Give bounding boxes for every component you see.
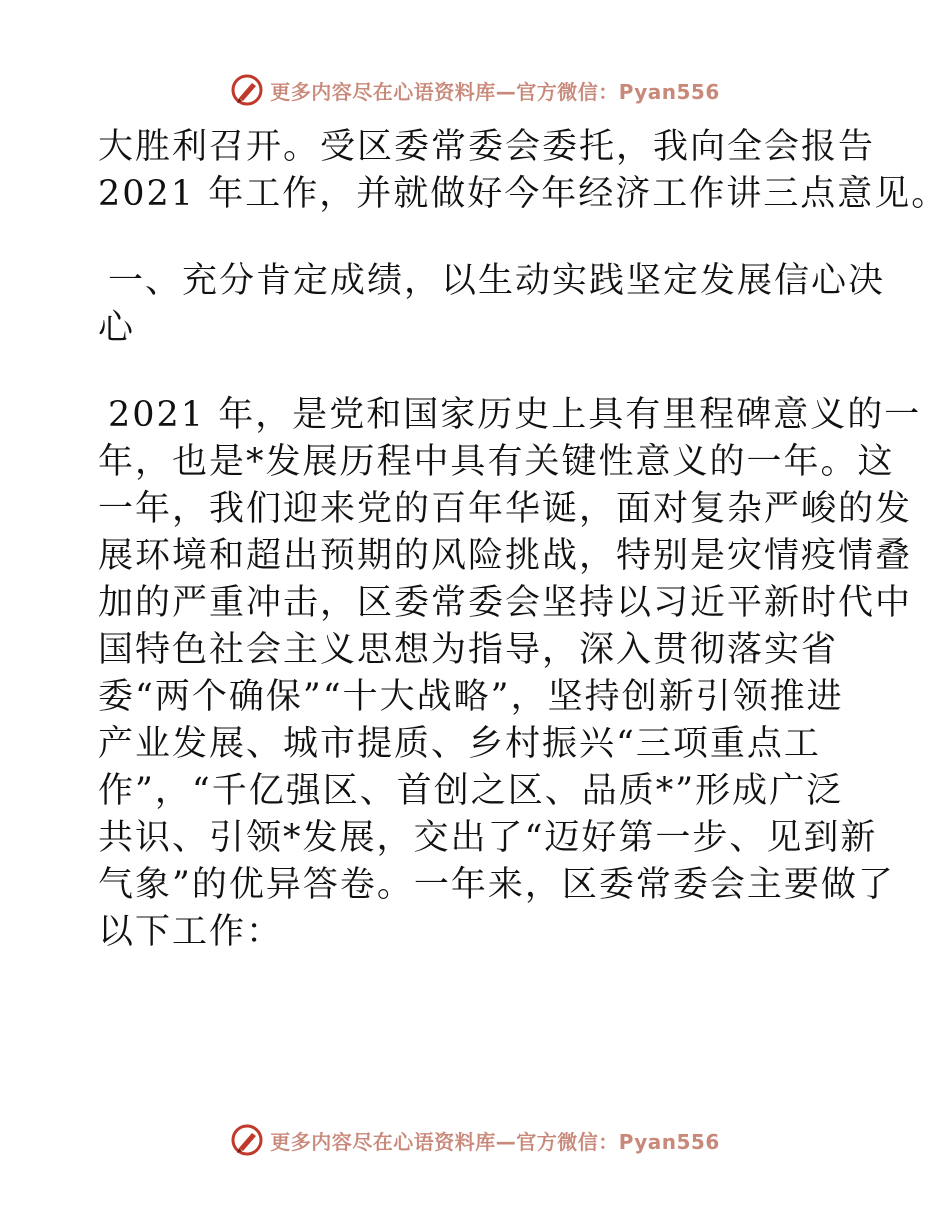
heading-line: 一、充分肯定成绩，以生动实践坚定发展信心决	[108, 261, 886, 301]
document-body	[98, 124, 949, 956]
pen-circle-logo-icon	[230, 1123, 264, 1157]
header-watermark-banner	[0, 70, 950, 110]
text-line: 大胜利召开。受区委常委会委托，我向全会报告	[98, 127, 876, 167]
watermark-text: 更多内容尽在心语资料库—官方微信：Pyan556	[270, 1129, 720, 1154]
text-line: 产业发展、城市提质、乡村振兴“三项重点工	[98, 724, 821, 764]
body-paragraph	[98, 392, 922, 956]
text-line: 展环境和超出预期的风险挑战，特别是灾情疫情叠	[98, 536, 913, 576]
text-line: 加的严重冲击，区委常委会坚持以习近平新时代中	[98, 583, 913, 623]
watermark-text: 更多内容尽在心语资料库—官方微信：Pyan556	[270, 79, 720, 104]
text-line: 以下工作：	[98, 912, 284, 952]
text-line: 2021 年，是党和国家历史上具有里程碑意义的一	[108, 395, 922, 435]
text-line: 委“两个确保”“十大战略”，坚持创新引领推进	[98, 677, 844, 717]
text-line: 一年，我们迎来党的百年华诞，面对复杂严峻的发	[98, 489, 913, 529]
heading-line: 心	[98, 308, 136, 348]
text-line: 国特色社会主义思想为指导，深入贯彻落实省	[98, 630, 839, 670]
section-heading	[98, 258, 886, 352]
text-line: 作”，“千亿强区、首创之区、品质*”形成广泛	[98, 771, 844, 811]
footer-watermark-banner	[0, 1120, 950, 1160]
intro-paragraph	[98, 124, 949, 218]
text-line: 年，也是*发展历程中具有关键性意义的一年。这	[98, 442, 895, 482]
text-line: 2021 年工作，并就做好今年经济工作讲三点意见。	[98, 174, 949, 214]
text-line: 共识、引领*发展，交出了“迈好第一步、见到新	[98, 818, 878, 858]
pen-circle-logo-icon	[230, 73, 264, 107]
text-line: 气象”的优异答卷。一年来，区委常委会主要做了	[98, 865, 895, 905]
